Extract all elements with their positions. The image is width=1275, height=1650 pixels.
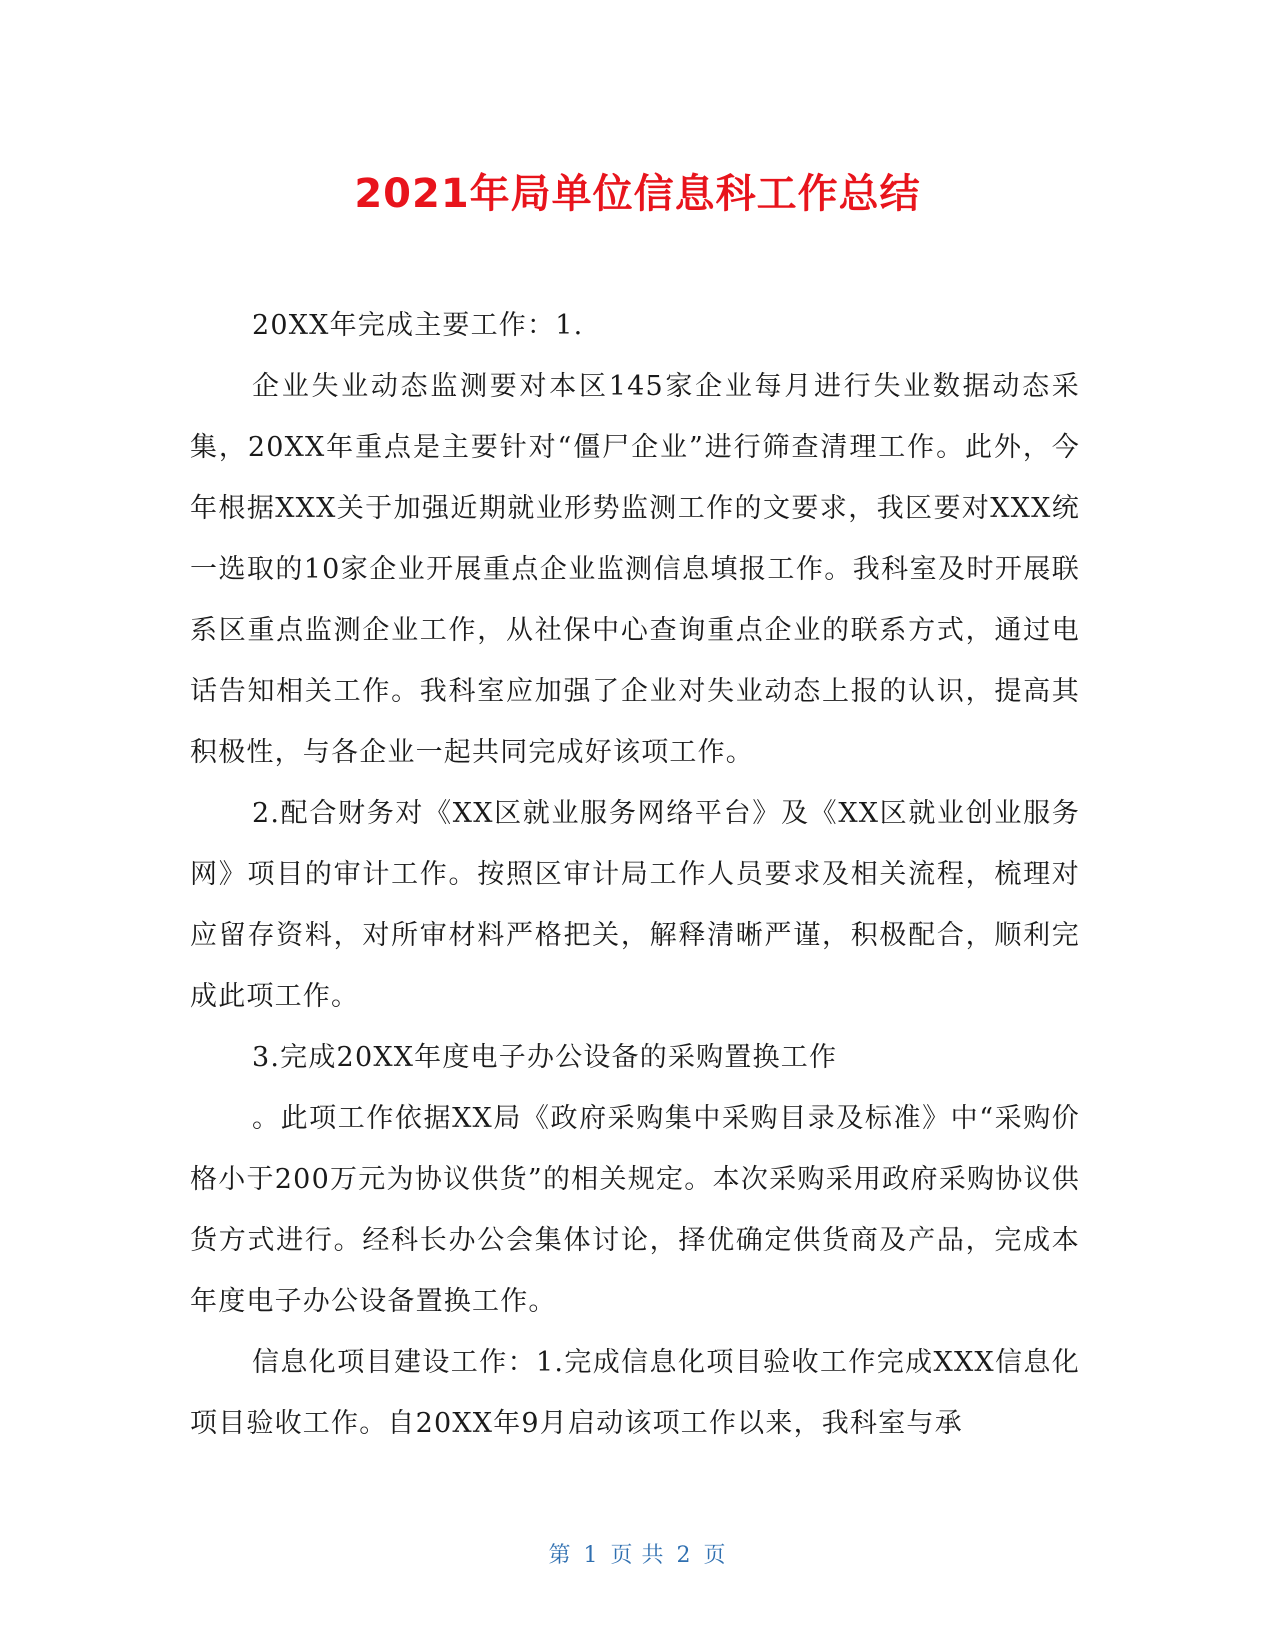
footer-suffix: 页 [703,1543,727,1568]
document-body [190,295,1080,1454]
document-title: 2021年局单位信息科工作总结 [354,171,921,217]
paragraph-4: 3.完成20XX年度电子办公设备的采购置换工作 [252,1042,838,1073]
footer-total-pages: 2 [676,1543,692,1568]
footer-current-page: 1 [583,1543,599,1568]
page-footer [0,1538,1275,1569]
paragraph-5: 。此项工作依据XX局《政府采购集中采购目录及标准》中“采购价格小于200万元为协议供货”的相关规定。本次采购采用政府采购协议供货方式进行。经科长办公会集体讨论，择优确定供货商及产品，完成本年度电子办公设备置换工作。 [190,1103,1080,1317]
paragraph-1: 20XX年完成主要工作：1. [252,310,584,341]
paragraph-6: 信息化项目建设工作：1.完成信息化项目验收工作完成XXX信息化项目验收工作。自20XX年9月启动该项工作以来，我科室与承 [190,1347,1080,1439]
paragraph-3: 2.配合财务对《XX区就业服务网络平台》及《XX区就业创业服务网》项目的审计工作。按照区审计局工作人员要求及相关流程，梳理对应留存资料，对所审材料严格把关，解释清晰严谨，积极配合，顺利完成此项工作。 [190,798,1080,1012]
paragraph-2: 企业失业动态监测要对本区145家企业每月进行失业数据动态采集，20XX年重点是主要针对“僵尸企业”进行筛查清理工作。此外，今年根据XXX关于加强近期就业形势监测工作的文要求，我区要对XXX统一选取的10家企业开展重点企业监测信息填报工作。我科室及时开展联系区重点监测企业工作，从社保中心查询重点企业的联系方式，通过电话告知相关工作。我科室应加强了企业对失业动态上报的认识，提高其积极性，与各企业一起共同完成好该项工作。 [190,371,1080,768]
footer-mid: 页 共 [610,1543,665,1568]
footer-prefix: 第 [548,1543,572,1568]
